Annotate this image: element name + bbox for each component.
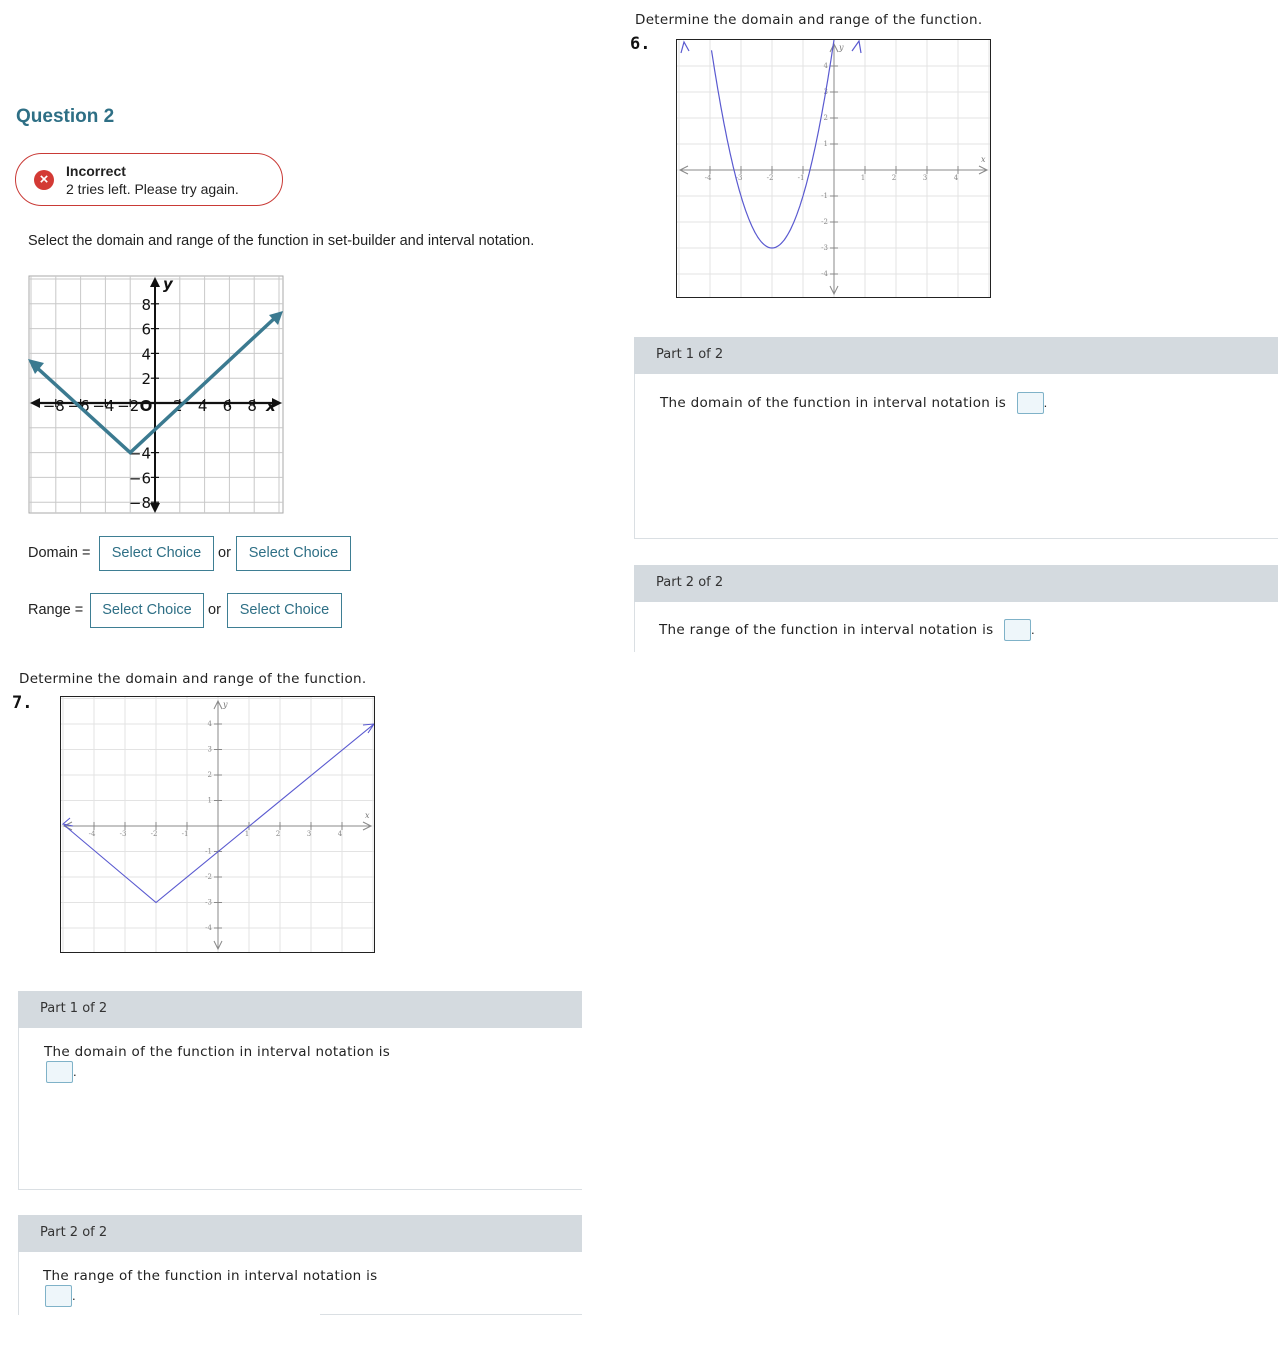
x-tick-label: -2 (766, 174, 774, 182)
x-axis-label: x (365, 811, 370, 820)
x-tick-label: 4 (197, 397, 208, 415)
problem6-range-answer-box[interactable] (1004, 619, 1031, 641)
problem7-domain-answer-box[interactable] (46, 1061, 73, 1083)
x-tick-label: -2 (150, 830, 158, 838)
problem7-part2-header: Part 2 of 2 (18, 1215, 582, 1252)
x-tick-label: 2 (173, 397, 183, 415)
curve-arrow-icon (681, 42, 689, 53)
x-tick-label: −8 (42, 397, 65, 415)
domain-label: Domain = (28, 545, 91, 561)
y-tick-label: 2 (141, 370, 151, 389)
problem7-part2-text: The range of the function in interval notation is (43, 1268, 378, 1284)
x-tick-label: 4 (953, 174, 959, 182)
y-tick-label: 3 (823, 88, 828, 96)
problem7-part1-panel (18, 1028, 582, 1190)
problem6-part1-panel (634, 374, 1278, 539)
function-curve (64, 724, 374, 903)
y-tick-label: 6 (141, 320, 151, 339)
problem6-graph (676, 39, 991, 298)
domain-interval-select[interactable]: Select Choice (236, 536, 351, 571)
y-tick-label: 3 (207, 745, 212, 754)
range-label: Range = (28, 602, 84, 618)
problem6-part2-divider (634, 602, 635, 652)
range-interval-select[interactable]: Select Choice (227, 593, 342, 628)
x-tick-label: 6 (222, 397, 233, 415)
y-tick-label: −6 (128, 469, 151, 488)
x-tick-label: 1 (860, 174, 866, 182)
question-title: Question 2 (16, 106, 115, 127)
x-tick-label: 1 (244, 830, 250, 838)
x-tick-label: -1 (181, 830, 189, 838)
question-instruction: Select the domain and range of the function in set-builder and interval notation. (28, 233, 535, 249)
question2-graph-svg (28, 275, 284, 515)
feedback-status: Incorrect (66, 163, 126, 179)
y-tick-label: 1 (823, 140, 828, 148)
x-tick-label: -4 (88, 830, 96, 838)
problem6-heading: Determine the domain and range of the function. (635, 12, 983, 28)
x-tick-label: -3 (119, 830, 127, 838)
x-axis-label: x (266, 397, 276, 415)
y-tick-label: -4 (821, 270, 828, 278)
problem6-graph-svg (677, 40, 990, 297)
problem6-part1-text: The domain of the function in interval notation is (660, 395, 1007, 412)
problem6-part2-suffix: . (1030, 622, 1035, 638)
y-tick-label: 4 (141, 345, 151, 364)
domain-or-label: or (218, 545, 231, 561)
y-axis-label: y (163, 275, 173, 293)
problem6-part2-text: The range of the function in interval notation is (659, 622, 994, 639)
problem6-domain-answer-box[interactable] (1017, 392, 1044, 414)
y-tick-label: -1 (205, 847, 212, 856)
x-tick-label: −4 (92, 397, 115, 415)
domain-set-builder-select[interactable]: Select Choice (99, 536, 214, 571)
x-tick-label: −2 (117, 397, 140, 415)
x-tick-label: −6 (67, 397, 90, 415)
problem6-part1-suffix: . (1043, 395, 1048, 411)
x-tick-label: 2 (891, 174, 897, 182)
x-tick-label: 4 (337, 830, 343, 838)
problem7-number: 7. (12, 693, 33, 713)
problem6-number: 6. (630, 34, 651, 54)
curve-arrow-icon (852, 41, 861, 53)
feedback-banner (15, 153, 283, 206)
problem7-part1-suffix: . (73, 1064, 77, 1080)
y-tick-label: −4 (128, 444, 151, 463)
y-axis-label: y (839, 43, 844, 52)
problem6-part2-header: Part 2 of 2 (634, 565, 1278, 602)
y-tick-label: 8 (141, 295, 151, 314)
y-tick-label: 4 (823, 62, 828, 70)
y-tick-label: -1 (821, 192, 828, 200)
range-or-label: or (208, 602, 221, 618)
x-tick-label: -3 (735, 174, 743, 182)
y-tick-label: -3 (205, 898, 212, 907)
x-tick-label: 3 (922, 174, 928, 182)
x-tick-label: O (139, 397, 153, 415)
x-icon: × (34, 170, 54, 190)
range-set-builder-select[interactable]: Select Choice (90, 593, 204, 628)
y-tick-label: −8 (128, 494, 151, 513)
y-tick-label: 2 (823, 114, 828, 122)
problem7-graph (60, 696, 375, 953)
problem7-range-answer-box[interactable] (45, 1285, 72, 1307)
problem7-part2-divider-left (18, 1252, 19, 1315)
x-axis-label: x (981, 155, 986, 164)
x-tick-label: 2 (275, 830, 281, 838)
x-tick-label: -1 (797, 174, 805, 182)
y-tick-label: -2 (205, 873, 212, 881)
y-axis-label: y (223, 700, 228, 709)
y-tick-label: 1 (207, 796, 212, 805)
y-tick-label: -3 (821, 244, 828, 252)
x-tick-label: -4 (704, 174, 712, 182)
x-tick-label: 3 (306, 830, 312, 838)
y-tick-label: -2 (821, 218, 828, 226)
x-tick-label: 8 (247, 397, 257, 415)
y-tick-label: -4 (205, 924, 212, 932)
feedback-message: 2 tries left. Please try again. (66, 181, 239, 197)
y-axis-arrow-icon (150, 503, 160, 513)
problem7-part2-divider-bottom (320, 1314, 582, 1315)
question2-graph (28, 275, 284, 515)
problem7-heading: Determine the domain and range of the function. (19, 671, 367, 687)
problem7-graph-svg (61, 697, 374, 952)
y-tick-label: 2 (207, 771, 212, 779)
problem7-part1-header: Part 1 of 2 (18, 991, 582, 1028)
y-tick-label: 4 (207, 720, 212, 728)
problem7-part2-suffix: . (72, 1288, 76, 1304)
problem6-part1-header: Part 1 of 2 (634, 337, 1278, 374)
problem7-part1-text: The domain of the function in interval notation is (44, 1044, 391, 1060)
